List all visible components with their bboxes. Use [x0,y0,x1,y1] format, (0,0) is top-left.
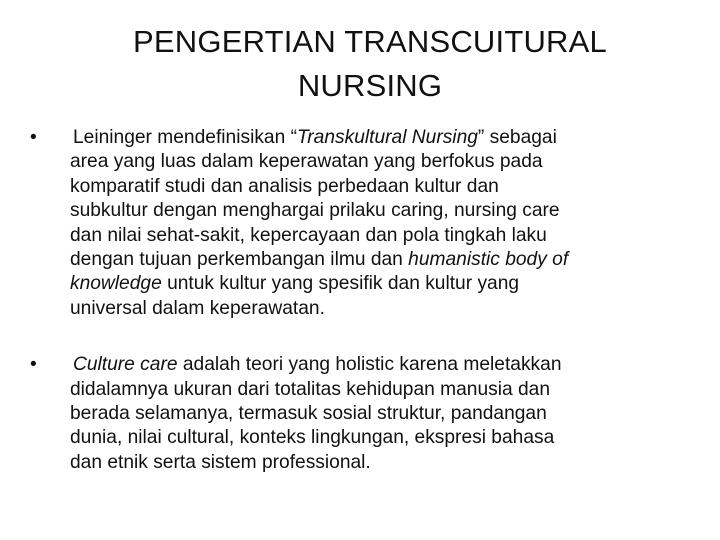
title-line-1: PENGERTIAN TRANSCUITURAL [133,24,607,59]
bullet-list [0,126,720,475]
text-run: ” sebagai [477,127,557,148]
bullet-text [70,353,690,475]
italic-term: humanistic body of [408,249,569,271]
bullet-item-culture-care [0,353,720,475]
text-line: dan nilai sehat-sakit, kepercayaan dan pola tingkah laku [70,224,547,246]
slide-title [80,20,660,108]
text-run: untuk kultur yang spesifik dan kultur yang [161,273,520,295]
text-line: area yang luas dalam keperawatan yang berfokus pada [70,151,543,173]
text-run: dengan tujuan perkembangan ilmu dan [70,249,409,271]
text-line: didalamnya ukuran dari totalitas kehidupan manusia dan [70,378,550,400]
text-line [70,272,690,296]
text-line: komparatif studi dan analisis perbedaan kultur dan [70,175,499,197]
italic-term: Transkultural Nursing [296,127,478,148]
text-line: universal dalam keperawatan. [70,297,325,319]
text-line [70,248,690,272]
text-line: subkultur dengan menghargai prilaku caring, nursing care [70,200,560,222]
italic-term: knowledge [70,273,162,295]
text-line [70,126,690,150]
bullet-dot-icon: • [30,127,37,148]
bullet-dot-icon: • [30,354,37,376]
text-line: berada selamanya, termasuk sosial struktur, pandangan [70,403,547,425]
bullet-item-leininger-definition [0,126,720,321]
text-line: dan etnik serta sistem professional. [70,451,371,473]
text-line: dunia, nilai cultural, konteks lingkungan, ekspresi bahasa [70,427,555,449]
text-run: Leininger mendefinisikan “ [73,127,297,148]
italic-term: Culture care [73,354,178,376]
bullet-text [70,126,690,321]
title-line-2: NURSING [297,68,443,103]
text-run: adalah teori yang holistic karena meletakkan [177,354,562,376]
text-line [70,353,690,377]
